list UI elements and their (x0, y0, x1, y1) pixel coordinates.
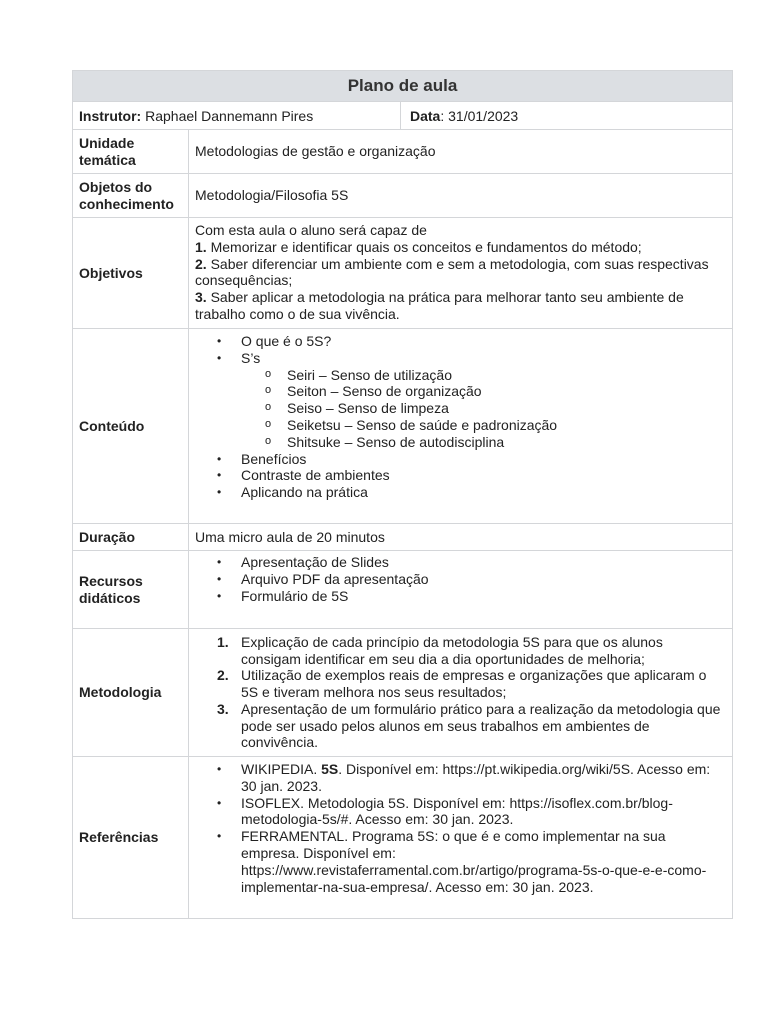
conteudo-value (189, 329, 732, 523)
objetivo-text: Saber diferenciar um ambiente com e sem a metodologia, com suas respectivas consequências; (195, 255, 709, 289)
conteudo-row (73, 329, 732, 524)
list-item-text: Explicação de cada princípio da metodologia 5S para que os alunos consigam identificar em seu dia a dia oportunidades de melhoria; (241, 633, 663, 667)
list-item: • Formulário de 5S (217, 588, 724, 605)
objetivos-label: Objetivos (73, 218, 189, 328)
list-item: • Aplicando na prática (217, 484, 724, 501)
table-title-row (73, 71, 732, 102)
recursos-list (195, 554, 724, 604)
referencias-label: Referências (73, 757, 189, 918)
reference-title: 5S (321, 761, 339, 777)
list-item: • Apresentação de Slides (217, 554, 724, 571)
objetivo-text: Saber aplicar a metodologia na prática para melhorar tanto seu ambiente de trabalho como o de sua vivência. (195, 289, 684, 322)
objetivo-num: 3. (195, 289, 207, 306)
instructor-cell (73, 102, 401, 129)
list-item: • Benefícios (217, 451, 724, 468)
objetos-label: Objetos do conhecimento (73, 174, 189, 217)
list-item-text: Utilização de exemplos reais de empresas e organizações que aplicaram o 5S e tiveram melhora nos seus resultados; (241, 667, 707, 701)
sub-list-item: o Seiton – Senso de organização (265, 383, 724, 400)
reference-item: • FERRAMENTAL. Programa 5S: o que é e como implementar na sua empresa. Disponível em: https://www.revistaferramental.com.br/artigo/programa-5s-o-que-e-e-como-implementar-na-sua-empresa/. Acesso em: 30 jan. 2023. (217, 828, 724, 895)
sub-list-item: o Seiso – Senso de limpeza (265, 400, 724, 417)
duracao-row (73, 524, 732, 551)
date-cell (401, 102, 732, 129)
date-label: Data (410, 107, 441, 124)
list-item: • Contraste de ambientes (217, 467, 724, 484)
objetivo-item (195, 289, 724, 323)
date-value: : 31/01/2023 (440, 107, 519, 124)
list-number: 1. (217, 633, 229, 650)
list-item: • Arquivo PDF da apresentação (217, 571, 724, 588)
conteudo-list (195, 333, 724, 501)
list-item (217, 701, 724, 751)
objetivos-intro: Com esta aula o aluno será capaz de (195, 222, 427, 238)
objetos-row (73, 174, 732, 218)
objetos-value: Metodologia/Filosofia 5S (195, 187, 349, 204)
reference-text: WIKIPEDIA. (241, 761, 322, 777)
duracao-value: Uma micro aula de 20 minutos (195, 528, 385, 545)
conteudo-label: Conteúdo (73, 329, 189, 523)
objetivo-text: Memorizar e identificar quais os conceitos e fundamentos do método; (206, 238, 642, 255)
referencias-list (195, 761, 724, 895)
recursos-value (189, 551, 732, 628)
list-number: 2. (217, 667, 229, 684)
reference-item (217, 761, 724, 795)
objetivo-item (195, 256, 724, 290)
list-item-text: Apresentação de um formulário prático para a realização da metodologia que pode ser usado pelos alunos em seus trabalhos em ambientes de convivência. (241, 700, 721, 751)
instructor-value: Raphael Dannemann Pires (141, 107, 314, 124)
recursos-label: Recursos didáticos (73, 551, 189, 628)
sub-list (241, 367, 724, 451)
lesson-plan-table (72, 70, 733, 919)
list-item (217, 634, 724, 668)
sub-list-item: o Shitsuke – Senso de autodisciplina (265, 434, 724, 451)
objetivo-num: 1. (195, 238, 207, 255)
unidade-row (73, 130, 732, 174)
list-item (217, 350, 724, 451)
metodologia-list (195, 634, 724, 752)
referencias-value (189, 757, 732, 918)
sub-list-item: o Seiri – Senso de utilização (265, 367, 724, 384)
recursos-row (73, 551, 732, 629)
list-item (217, 667, 724, 701)
instructor-label: Instrutor: (79, 107, 142, 124)
page-title: Plano de aula (347, 76, 458, 95)
referencias-row (73, 757, 732, 918)
info-row (73, 102, 732, 130)
list-number: 3. (217, 700, 229, 717)
metodologia-row (73, 629, 732, 757)
sub-list-item: o Seiketsu – Senso de saúde e padronização (265, 417, 724, 434)
objetivos-value (189, 218, 732, 328)
unidade-label: Unidade temática (73, 130, 189, 173)
objetivo-item (195, 239, 724, 256)
duracao-label: Duração (73, 524, 189, 550)
metodologia-value (189, 629, 732, 756)
metodologia-label: Metodologia (73, 629, 189, 756)
list-item: • O que é o 5S? (217, 333, 724, 350)
objetivo-num: 2. (195, 255, 207, 272)
unidade-value: Metodologias de gestão e organização (195, 143, 436, 160)
list-item-text: S’s (241, 349, 261, 366)
reference-text: . Disponível em: https://pt.wikipedia.org/wiki/5S. Acesso em: 30 jan. 2023. (241, 761, 711, 794)
reference-item: • ISOFLEX. Metodologia 5S. Disponível em: https://isoflex.com.br/blog-metodologia-5s/#. Acesso em: 30 jan. 2023. (217, 795, 724, 829)
objetivos-row (73, 218, 732, 329)
